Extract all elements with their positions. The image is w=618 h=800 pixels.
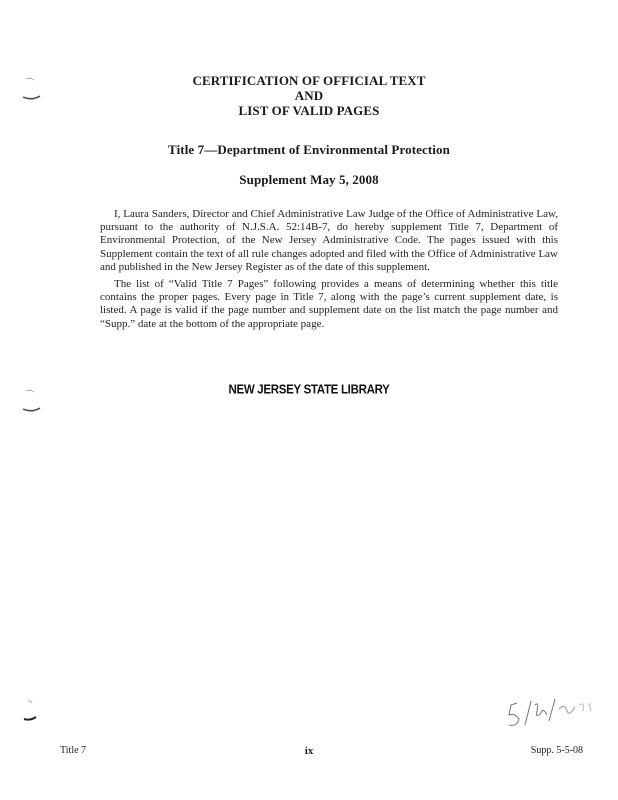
heading-line: LIST OF VALID PAGES <box>238 103 380 118</box>
heading-line: AND <box>294 88 324 103</box>
supplement-heading: Supplement May 5, 2008 <box>239 172 379 187</box>
valid-pages-paragraph: The list of “Valid Title 7 Pages” following provides a means of determining whether this title contains the proper pages. Every page in Title 7, along with the page’s current supplement date, is listed. A page is valid if the page number and supplement date on the list match the page number and “Supp.” date at the bottom of the appropriate page. <box>100 278 558 330</box>
certification-heading <box>0 73 618 118</box>
title-heading: Title 7—Department of Environmental Protection <box>168 142 450 157</box>
page-number: ix <box>304 745 314 757</box>
footer-title: Title 7 <box>60 745 87 756</box>
punch-hole-mark <box>18 697 48 727</box>
library-stamp: NEW JERSEY STATE LIBRARY <box>228 383 390 397</box>
handwritten-signature <box>495 693 605 743</box>
supplement-date: Supp. 5-5-08 <box>530 745 583 756</box>
certification-paragraph: I, Laura Sanders, Director and Chief Administrative Law Judge of the Office of Administrative Law, pursuant to the authority of N.J.S.A. 52:14B-7, do hereby supplement Title 7, Department of Environmental Protection, of the New Jersey Administrative Code. The pages issued with this Supplement contain the text of all rule changes adopted and filed with the Office of Administrative Law and published in the New Jersey Register as of the date of this supplement. <box>100 208 558 273</box>
heading-line: CERTIFICATION OF OFFICIAL TEXT <box>192 73 426 88</box>
